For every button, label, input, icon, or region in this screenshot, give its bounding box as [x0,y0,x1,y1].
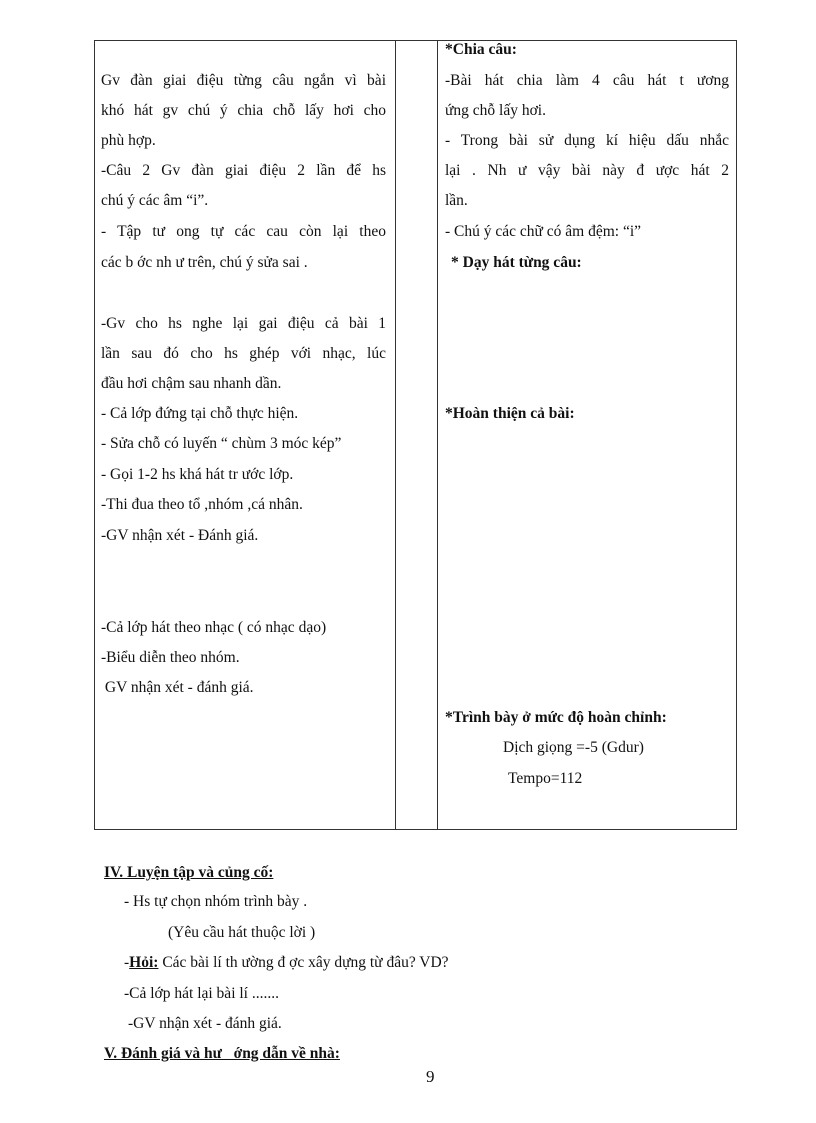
section-4-line: -Cả lớp hát lại bài lí ....... [124,985,279,1002]
right-text-line: ứng chỗ lấy hơi. [445,102,546,119]
ask-prefix: - [124,954,130,971]
section-4-line: - Hs tự chọn nhóm trình bày . [124,893,308,910]
right-text-line: Dịch giọng =-5 (Gdur) [503,739,644,756]
section-4-line: -GV nhận xét - đánh giá. [128,1015,282,1032]
left-text-line: phù hợp. [101,132,156,149]
left-text-line: - Gọi 1-2 hs khá hát tr ước lớp. [101,466,294,483]
left-text-line: -Biểu diễn theo nhóm. [101,649,240,666]
left-text-line: Gv đàn giai điệu từng câu ngắn vì bài [101,72,386,89]
ask-text: Các bài lí th ường đ ợc xây dựng từ đâu? VD? [162,954,449,971]
left-text-line: - Cả lớp đứng tại chỗ thực hiện. [101,405,299,422]
section-4-question [124,954,449,972]
ask-label: Hỏi: [129,954,159,971]
column-divider [437,40,438,830]
right-text-line: lại . Nh ư vậy bài này đ ược hát 2 [445,162,729,179]
right-text-line: lần. [445,192,468,209]
left-text-line: đầu hơi chậm sau nhanh dần. [101,375,282,392]
left-text-line: -Gv cho hs nghe lại gai điệu cả bài 1 [101,315,386,332]
left-text-line: -Thi đua theo tổ ,nhóm ,cá nhân. [101,496,303,513]
section-5-heading: V. Đánh giá và hư ớng dẫn về nhà: [104,1045,340,1062]
left-text-line: -GV nhận xét - Đánh giá. [101,527,259,544]
left-text-line: -Cả lớp hát theo nhạc ( có nhạc dạo) [101,619,327,636]
left-text-line: khó hát gv chú ý chia chỗ lấy hơi cho [101,102,386,119]
right-text-line: Tempo=112 [508,770,583,787]
left-text-line: chú ý các âm “i”. [101,192,209,209]
right-text-line: -Bài hát chia làm 4 câu hát t ương [445,72,729,89]
right-heading-hoan-thien: *Hoàn thiện cả bài: [445,405,575,422]
page-number: 9 [426,1067,435,1086]
right-heading-trinh-bay: *Trình bày ở mức độ hoàn chỉnh: [445,709,667,726]
section-4-heading: IV. Luyện tập và củng cố: [104,864,274,881]
right-text-line: - Trong bài sử dụng kí hiệu dấu nhắc [445,132,729,149]
right-heading-day-hat: * Dạy hát từng câu: [451,254,582,271]
left-text-line: lần sau đó cho hs ghép với nhạc, lúc [101,345,386,362]
left-text-line: các b ớc nh ư trên, chú ý sửa sai . [101,254,308,271]
section-4-line: (Yêu cầu hát thuộc lời ) [168,924,316,941]
left-text-line: -Câu 2 Gv đàn giai điệu 2 lần để hs [101,162,386,179]
left-text-line: - Tập tư ong tự các cau còn lại theo [101,223,386,240]
column-divider [395,40,396,830]
left-text-line: - Sửa chỗ có luyến “ chùm 3 móc kép” [101,435,342,452]
right-heading-chia-cau: *Chia câu: [445,41,517,58]
right-text-line: - Chú ý các chữ có âm đệm: “i” [445,223,642,240]
left-text-line: GV nhận xét - đánh giá. [101,679,254,696]
